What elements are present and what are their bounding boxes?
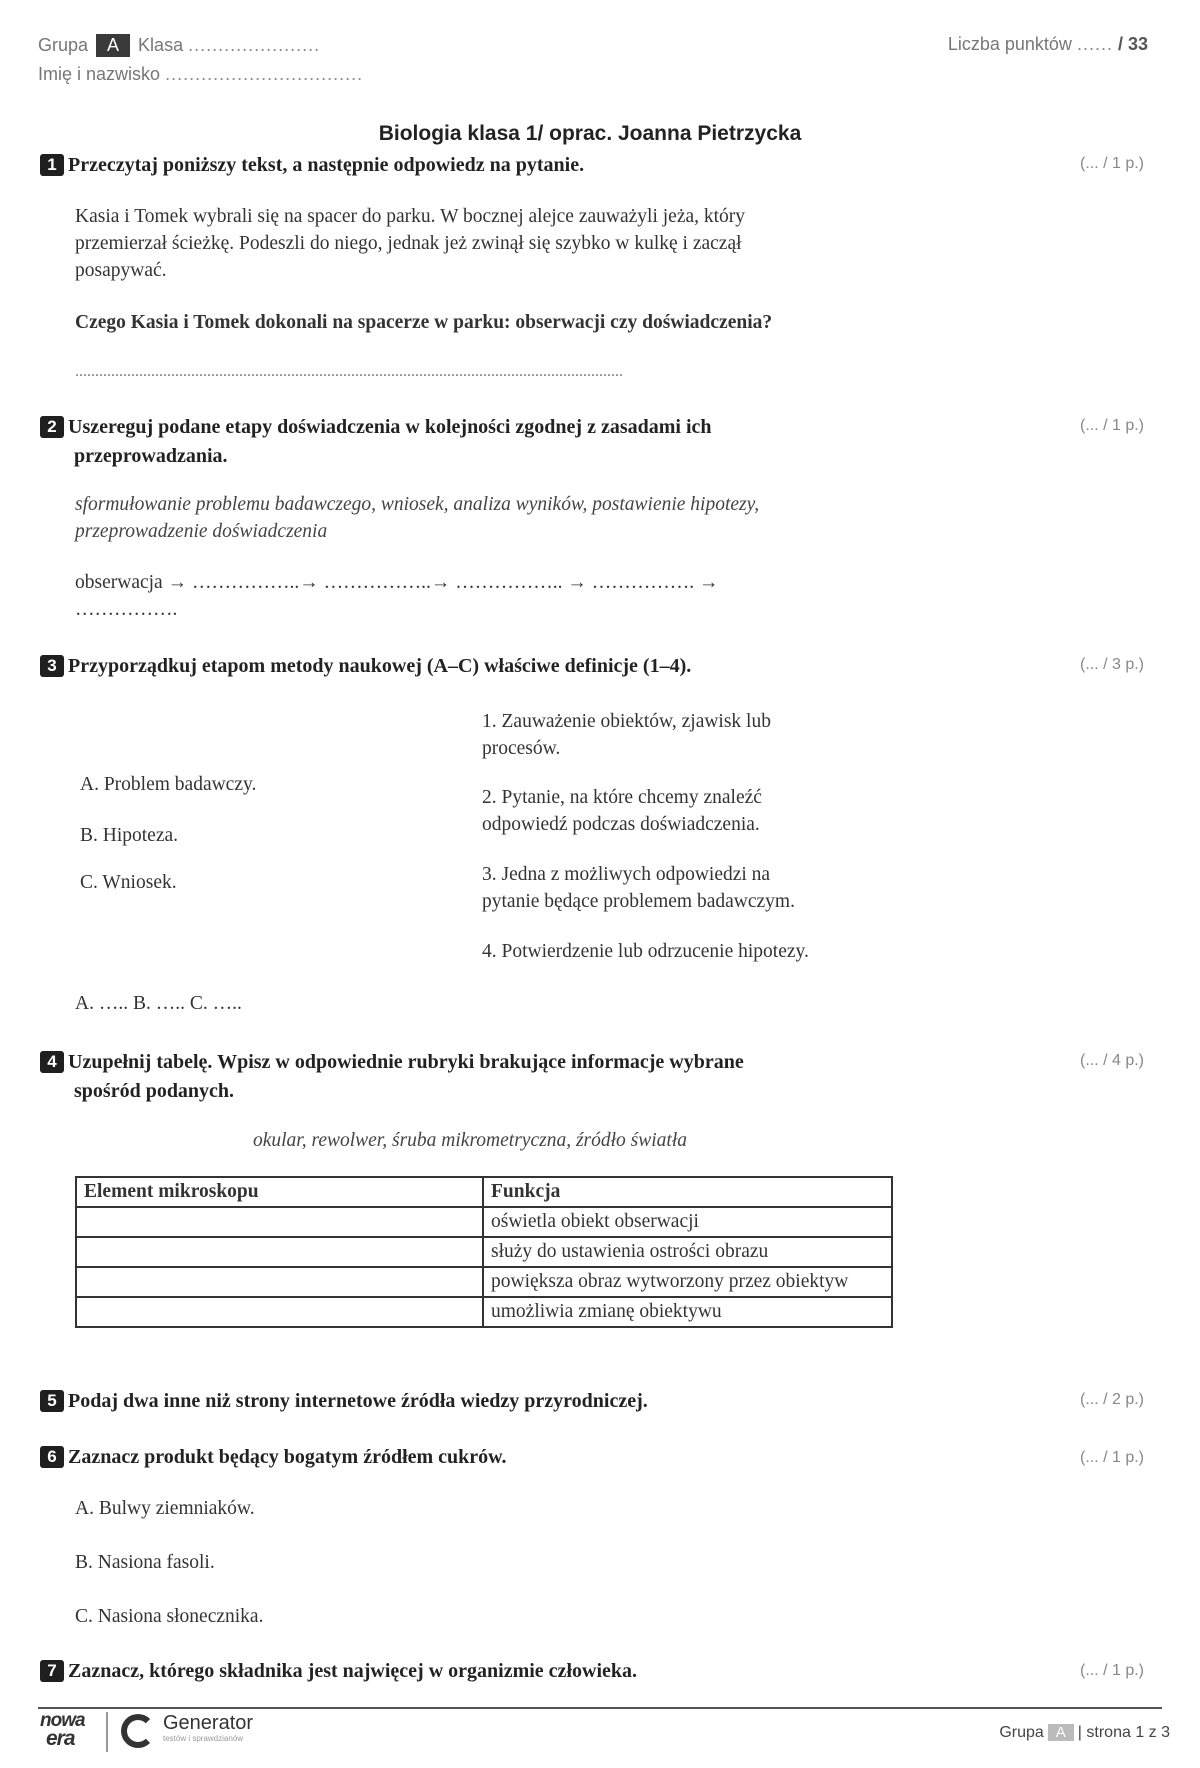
- footer-divider: [38, 1707, 1162, 1709]
- question-text: Przeczytaj poniższy tekst, a następnie odpowiedz na pytanie.: [68, 154, 585, 176]
- question-1-points: (... / 1 p.): [1079, 155, 1144, 172]
- group-badge: A: [96, 34, 130, 57]
- answer-cell[interactable]: [76, 1207, 483, 1237]
- name-field[interactable]: .................................: [165, 64, 364, 84]
- question-text: Uszereguj podane etapy doświadczenia w kolejności zgodnej z zasadami ich: [68, 416, 712, 438]
- passage-line: posapywać.: [75, 260, 167, 281]
- header-points: [948, 34, 1148, 55]
- generator-subtext: testów i sprawdzianów: [163, 1734, 244, 1743]
- definition-line: odpowiedź podczas doświadczenia.: [482, 814, 760, 835]
- sequence[interactable]: [75, 569, 718, 623]
- matching-answer[interactable]: A. ….. B. ….. C. …..: [75, 993, 242, 1014]
- generator-logo: [163, 1712, 253, 1744]
- stage-b: B. Hipoteza.: [80, 825, 179, 846]
- option-c[interactable]: C. Nasiona słonecznika.: [75, 1606, 264, 1627]
- function-cell: służy do ustawienia ostrości obrazu: [483, 1237, 892, 1267]
- question-number: 1: [40, 154, 64, 176]
- header-group: [38, 34, 320, 57]
- footer-group-badge: A: [1048, 1724, 1074, 1741]
- page-number: | strona 1 z 3: [1077, 1724, 1170, 1741]
- function-cell: powiększa obraz wytworzony przez obiektyw: [483, 1267, 892, 1297]
- question-2: [40, 413, 712, 471]
- definition-line: 2. Pytanie, na które chcemy znaleźć: [482, 787, 762, 808]
- definition-line: 1. Zauważenie obiektów, zjawisk lub: [482, 711, 771, 732]
- microscope-table: [75, 1176, 893, 1328]
- definition-line: procesów.: [482, 738, 561, 759]
- question-text: Podaj dwa inne niż strony internetowe źródła wiedzy przyrodniczej.: [68, 1390, 648, 1412]
- question-4-points: (... / 4 p.): [1079, 1052, 1144, 1069]
- points-field[interactable]: ......: [1076, 34, 1113, 54]
- option-a[interactable]: A. Bulwy ziemniaków.: [75, 1498, 255, 1519]
- terms-line: sformułowanie problemu badawczego, wniosek, analiza wyników, postawienie hipotezy,: [75, 494, 760, 515]
- definition-1: [482, 708, 771, 762]
- nowa-era-logo: [40, 1712, 85, 1748]
- question-number: 5: [40, 1390, 64, 1412]
- generator-logo-icon: [121, 1714, 155, 1748]
- question-1: [40, 151, 584, 180]
- question-2-points: (... / 1 p.): [1079, 417, 1144, 434]
- terms-line: przeprowadzenie doświadczenia: [75, 521, 328, 542]
- passage: [75, 203, 745, 284]
- points-total: / 33: [1117, 34, 1148, 54]
- page-title: Biologia klasa 1/ oprac. Joanna Pietrzycka: [378, 122, 802, 145]
- class-field[interactable]: ......................: [188, 35, 321, 55]
- sequence-line[interactable]: obserwacja → ……………..→ ……………..→ …………….. → ……………. →: [75, 572, 719, 593]
- answer-cell[interactable]: [76, 1297, 483, 1327]
- function-cell: umożliwia zmianę obiektywu: [483, 1297, 892, 1327]
- question-7-points: (... / 1 p.): [1079, 1662, 1144, 1679]
- function-cell: oświetla obiekt obserwacji: [483, 1207, 892, 1237]
- stage-c: C. Wniosek.: [80, 872, 177, 893]
- option-b[interactable]: B. Nasiona fasoli.: [75, 1552, 215, 1573]
- footer-separator: [106, 1712, 108, 1752]
- footer-page-info: [999, 1724, 1170, 1742]
- definition-3: [482, 861, 795, 915]
- question-6-points: (... / 1 p.): [1079, 1449, 1144, 1466]
- options-list: okular, rewolwer, śruba mikrometryczna, źródło światła: [252, 1130, 688, 1151]
- definition-line: pytanie będące problemem badawczym.: [482, 891, 795, 912]
- question-3-points: (... / 3 p.): [1079, 656, 1144, 673]
- table-row: [76, 1237, 892, 1267]
- footer-group-label: Grupa: [999, 1724, 1044, 1741]
- logo-text: nowa: [40, 1710, 85, 1731]
- question-number: 4: [40, 1051, 64, 1073]
- question-number: 3: [40, 655, 64, 677]
- logo-text: era: [46, 1727, 75, 1750]
- stage-a: A. Problem badawczy.: [80, 774, 257, 795]
- passage-line: Kasia i Tomek wybrali się na spacer do parku. W bocznej alejce zauważyli jeża, który: [75, 206, 746, 227]
- question-number: 2: [40, 416, 64, 438]
- answer-cell[interactable]: [76, 1237, 483, 1267]
- header-name: [38, 64, 363, 85]
- table-row: [76, 1297, 892, 1327]
- question-7: [40, 1657, 637, 1686]
- answer-cell[interactable]: [76, 1267, 483, 1297]
- question-3: [40, 652, 691, 681]
- question-5-points: (... / 2 p.): [1079, 1391, 1144, 1408]
- table-row: [76, 1267, 892, 1297]
- question-text: przeprowadzania.: [74, 445, 228, 467]
- question-4: [40, 1048, 744, 1106]
- question-number: 6: [40, 1446, 64, 1468]
- group-label: Grupa: [38, 35, 89, 55]
- question-text: spośród podanych.: [74, 1080, 235, 1102]
- question-text: Zaznacz, którego składnika jest najwięcej w organizmie człowieka.: [68, 1660, 637, 1682]
- terms-list: [75, 491, 759, 545]
- question-6: [40, 1443, 507, 1472]
- name-label: Imię i nazwisko: [38, 64, 161, 84]
- definition-line: 3. Jedna z możliwych odpowiedzi na: [482, 864, 771, 885]
- generator-text: Generator: [163, 1712, 254, 1734]
- table-row: [76, 1207, 892, 1237]
- passage-line: przemierzał ścieżkę. Podeszli do niego, jednak jeż zwinął się szybko w kulkę i zaczął: [75, 233, 742, 254]
- question-5: [40, 1387, 648, 1416]
- question-text: Uzupełnij tabelę. Wpisz w odpowiednie rubryki brakujące informacje wybrane: [68, 1051, 744, 1073]
- answer-line[interactable]: .........................................................................................................................................: [75, 363, 623, 380]
- column-header: Element mikroskopu: [76, 1177, 483, 1207]
- column-header: Funkcja: [483, 1177, 892, 1207]
- sequence-end[interactable]: …………….: [75, 599, 178, 620]
- definition-4: 4. Potwierdzenie lub odrzucenie hipotezy.: [482, 941, 809, 962]
- question-1-prompt: Czego Kasia i Tomek dokonali na spacerze w parku: obserwacji czy doświadczenia?: [75, 312, 773, 333]
- class-label: Klasa: [138, 35, 184, 55]
- question-text: Zaznacz produkt będący bogatym źródłem cukrów.: [68, 1446, 507, 1468]
- points-label: Liczba punktów: [947, 34, 1072, 54]
- definition-2: [482, 784, 762, 838]
- question-text: Przyporządkuj etapom metody naukowej (A–C) właściwe definicje (1–4).: [68, 655, 692, 677]
- table-header-row: [76, 1177, 892, 1207]
- question-number: 7: [40, 1660, 64, 1682]
